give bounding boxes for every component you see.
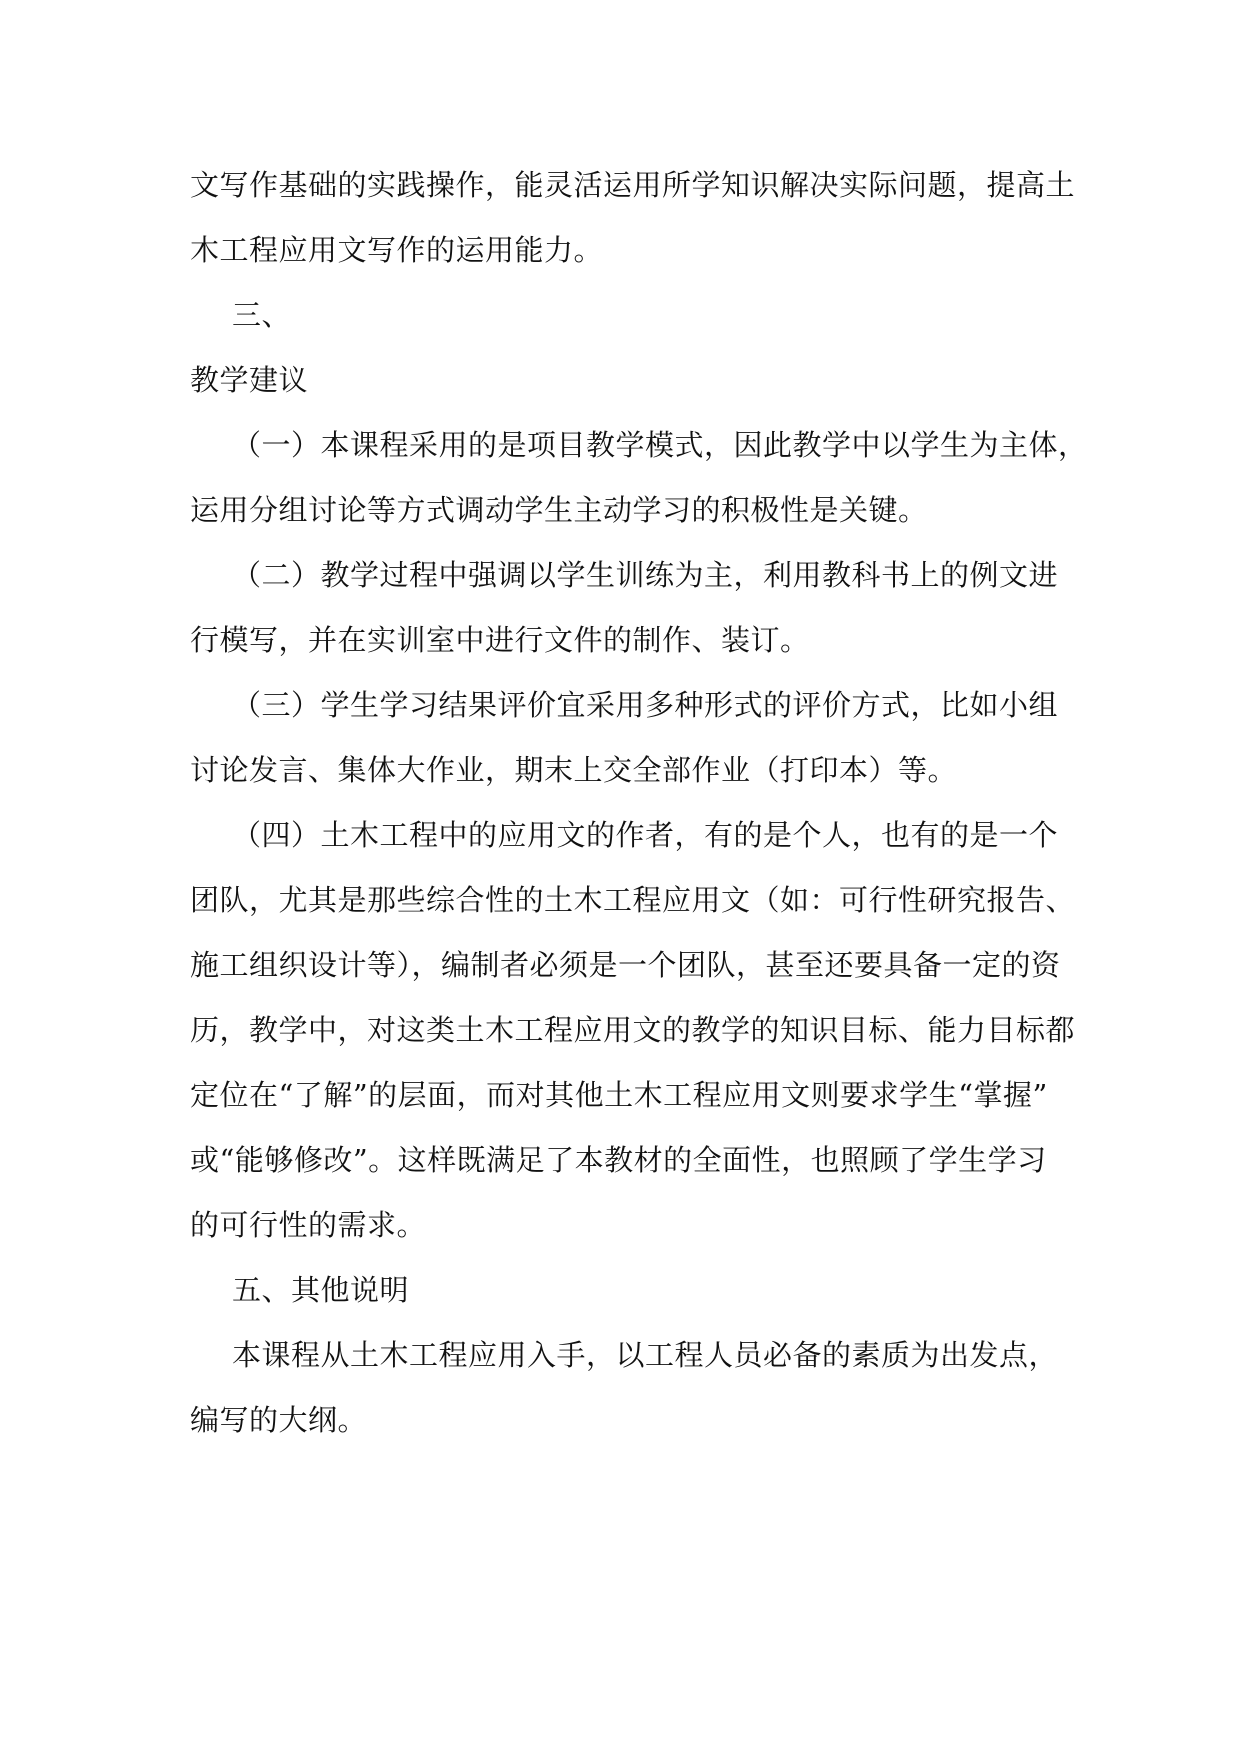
section-heading: 五、其他说明 — [232, 1273, 410, 1307]
section-number: 三、 — [232, 298, 292, 332]
body-text-line: （四）土木工程中的应用文的作者，有的是个人，也有的是一个 — [232, 818, 1059, 852]
body-text-line: 本课程从土木工程应用入手，以工程人员必备的素质为出发点， — [232, 1338, 1059, 1372]
body-text-line: 或“能够修改”。这样既满足了本教材的全面性，也照顾了学生学习 — [190, 1143, 1047, 1177]
body-text-line: 的可行性的需求。 — [190, 1208, 427, 1242]
body-text-line: 定位在“了解”的层面，而对其他土木工程应用文则要求学生“掌握” — [190, 1078, 1048, 1112]
body-text-line: （三）学生学习结果评价宜采用多种形式的评价方式，比如小组 — [232, 688, 1059, 722]
body-text-line: 讨论发言、集体大作业，期末上交全部作业（打印本）等。 — [190, 753, 958, 787]
body-text-line: 行模写，并在实训室中进行文件的制作、装订。 — [190, 623, 810, 657]
body-text-line: （一）本课程采用的是项目教学模式，因此教学中以学生为主体， — [232, 428, 1088, 462]
body-text-line: 文写作基础的实践操作，能灵活运用所学知识解决实际问题，提高土 — [190, 168, 1076, 202]
section-heading: 教学建议 — [190, 363, 309, 397]
body-text-line: 运用分组讨论等方式调动学生主动学习的积极性是关键。 — [190, 493, 928, 527]
body-text-line: （二）教学过程中强调以学生训练为主，利用教科书上的例文进 — [232, 558, 1059, 592]
body-text-line: 施工组织设计等），编制者必须是一个团队，甚至还要具备一定的资 — [190, 948, 1061, 982]
body-text-line: 团队，尤其是那些综合性的土木工程应用文（如：可行性研究报告、 — [190, 883, 1076, 917]
body-text-line: 历，教学中，对这类土木工程应用文的教学的知识目标、能力目标都 — [190, 1013, 1076, 1047]
body-text-line: 编写的大纲。 — [190, 1403, 368, 1437]
body-text-line: 木工程应用文写作的运用能力。 — [190, 233, 604, 267]
